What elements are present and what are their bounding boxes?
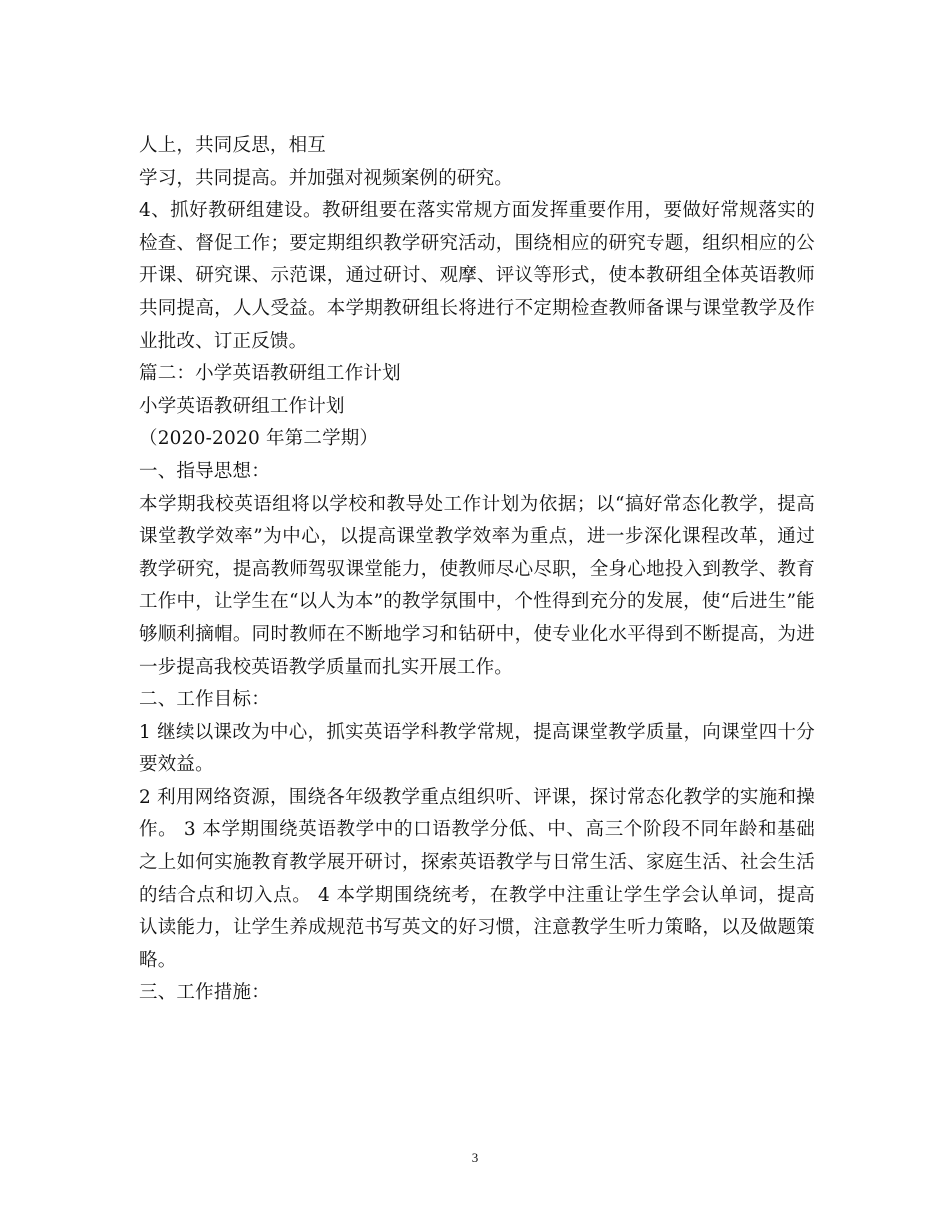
text-line: 共同提高，人人受益。本学期教研组长将进行不定期检查教师备课与课堂教学及作 <box>139 297 815 319</box>
document-body <box>139 130 819 1010</box>
text-line: 4、抓好教研组建设。教研组要在落实常规方面发挥重要作用，要做好常规落实的 <box>139 200 815 222</box>
text-line: 开课、研究课、示范课，通过研讨、观摩、评议等形式，使本教研组全体英语教师 <box>139 265 815 287</box>
text-line: 要效益。 <box>139 754 214 776</box>
text-line: 本学期我校英语组将以学校和教导处工作计划为依据；以“搞好常态化教学，提高 <box>139 493 815 515</box>
text-line: 课堂教学效率”为中心，以提高课堂教学效率为重点，进一步深化课程改革，通过 <box>139 526 815 548</box>
text-line: 2 利用网络资源，围绕各年级教学重点组织听、评课，探讨常态化教学的实施和操 <box>139 786 815 808</box>
text-line: 人上，共同反思，相互 <box>139 135 327 156</box>
text-line: 认读能力，让学生养成规范书写英文的好习惯，注意教学生听力策略，以及做题策 <box>139 917 815 939</box>
section-heading: 三、工作措施： <box>139 982 270 1004</box>
section-heading: 篇二：小学英语教研组工作计划 <box>139 363 401 385</box>
section-heading: 二、工作目标： <box>139 689 270 711</box>
text-line: 一步提高我校英语教学质量而扎实开展工作。 <box>139 656 514 678</box>
page-number: 3 <box>471 1150 479 1165</box>
text-line: 够顺利摘帽。同时教师在不断地学习和钻研中，使专业化水平得到不断提高，为进 <box>139 623 815 645</box>
section-heading: 一、指导思想： <box>139 460 270 482</box>
text-line: 学习，共同提高。并加强对视频案例的研究。 <box>139 167 514 189</box>
document-title: 小学英语教研组工作计划 <box>139 395 345 417</box>
text-line: 的结合点和切入点。 4 本学期围绕统考，在教学中注重让学生学会认单词，提高 <box>139 884 815 906</box>
text-line: 之上如何实施教育教学展开研讨，探索英语教学与日常生活、家庭生活、社会生活 <box>139 852 815 874</box>
text-line: 1 继续以课改为中心，抓实英语学科教学常规，提高课堂教学质量，向课堂四十分 <box>139 721 815 743</box>
term-subtitle: （2020-2020 年第二学期） <box>139 428 379 450</box>
text-line: 作。 3 本学期围绕英语教学中的口语教学分低、中、高三个阶段不同年龄和基础 <box>139 819 815 841</box>
text-line: 业批改、订正反馈。 <box>139 330 308 352</box>
text-line: 教学研究，提高教师驾驭课堂能力，使教师尽心尽职，全身心地投入到教学、教育 <box>139 558 815 580</box>
text-line: 略。 <box>139 949 177 971</box>
text-line: 工作中，让学生在“以人为本”的教学氛围中，个性得到充分的发展，使“后进生”能 <box>139 591 815 613</box>
text-line: 检查、督促工作；要定期组织教学研究活动，围绕相应的研究专题，组织相应的公 <box>139 232 815 254</box>
